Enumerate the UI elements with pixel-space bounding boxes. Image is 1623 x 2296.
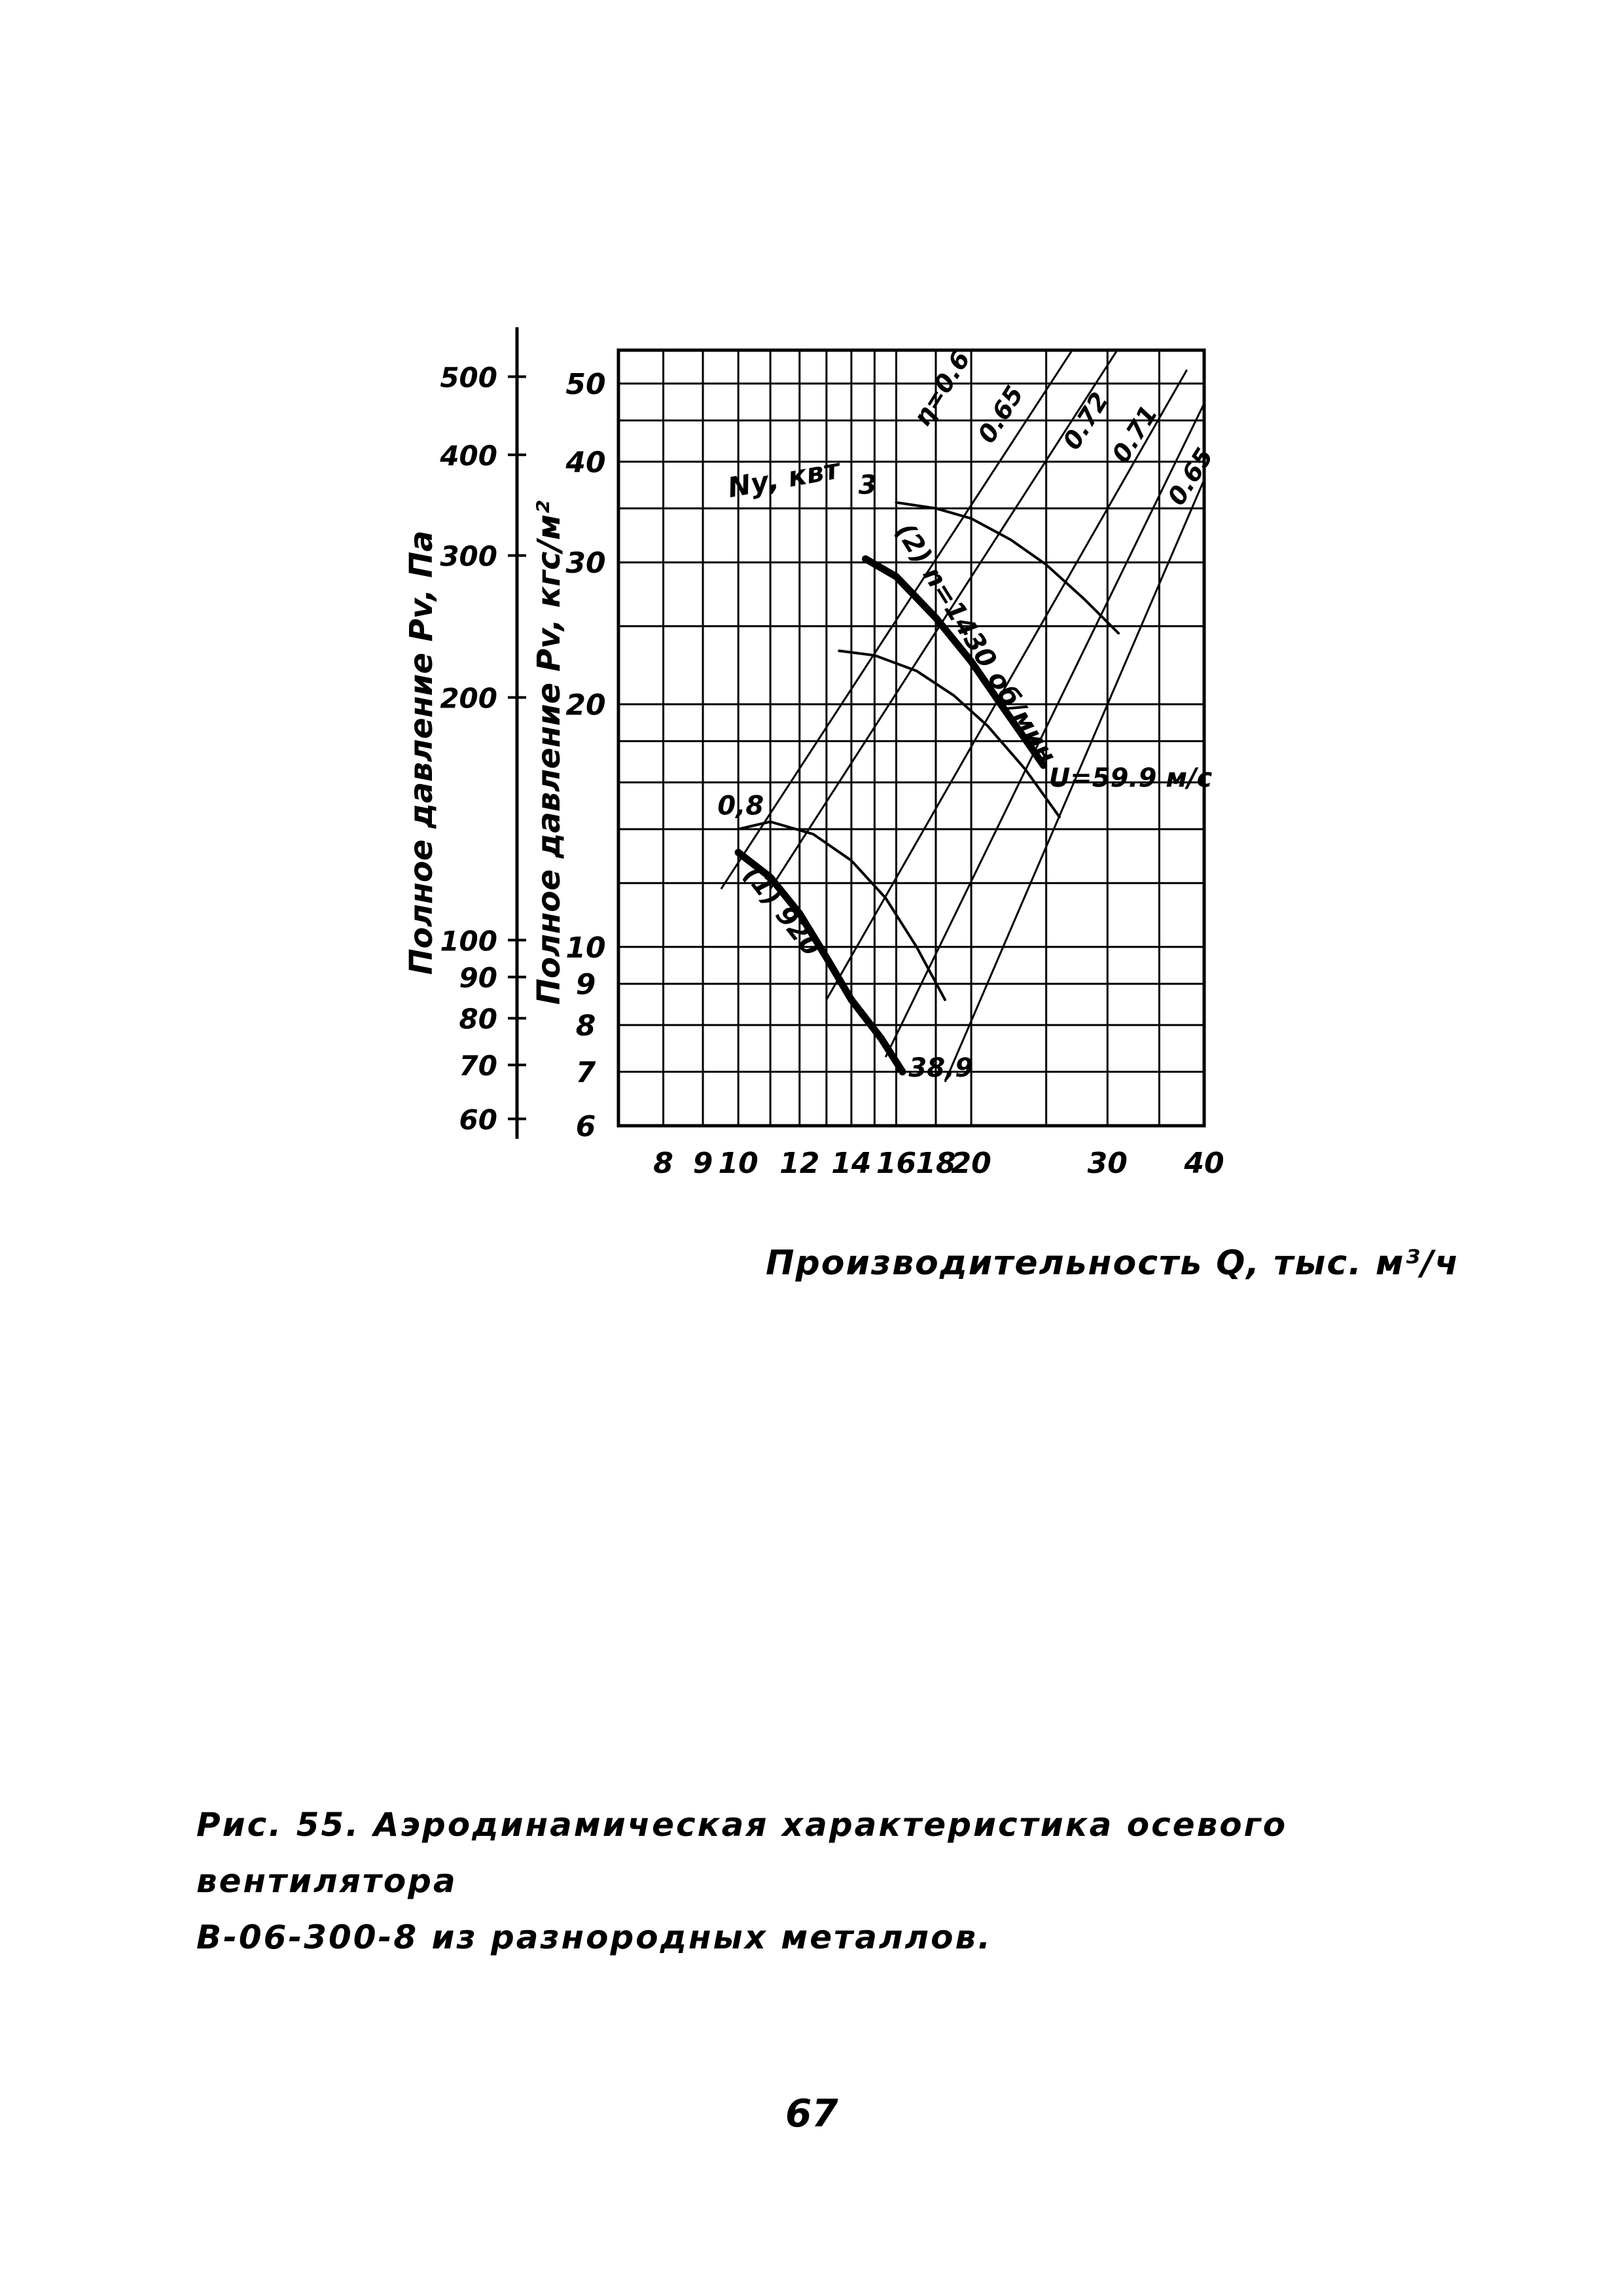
caption-line-2: В-06-300-8 из разнородных металлов. — [196, 1918, 993, 1956]
x-tick-label: 10 — [718, 1147, 758, 1180]
x-tick-label: 8 — [653, 1147, 673, 1180]
x-tick-label: 18 — [916, 1147, 956, 1180]
series-label: (1) 920 — [738, 860, 827, 962]
chart-annotation: U=59.9 м/с — [1048, 763, 1213, 794]
y-tick-label-pa: 300 — [440, 540, 497, 573]
y-tick-label-kgf: 7 — [575, 1056, 596, 1090]
y-tick-label-kgf: 10 — [565, 931, 606, 965]
chart-annotation: 3 — [858, 470, 877, 501]
x-tick-label: 40 — [1184, 1147, 1224, 1180]
y-tick-label-pa: 70 — [459, 1050, 497, 1083]
y-axis-title-pa: Полное давление Pv, Па — [403, 530, 440, 975]
efficiency-label: 0.65 — [1162, 442, 1219, 511]
power-axis-label: Nу, квт — [725, 452, 842, 504]
chart-annotation: 0,8 — [717, 791, 764, 821]
efficiency-label: η=0.6 — [907, 345, 976, 431]
caption-line-1: Рис. 55. Аэродинамическая характеристика осевого вентилятора — [196, 1806, 1288, 1900]
y-tick-label-pa: 80 — [459, 1003, 497, 1035]
y-tick-label-pa: 400 — [440, 439, 497, 472]
axes — [508, 327, 1204, 1139]
x-tick-label: 9 — [692, 1147, 713, 1180]
y-tick-label-pa: 500 — [440, 361, 497, 394]
y-tick-label-kgf: 8 — [575, 1009, 596, 1043]
x-tick-label: 30 — [1087, 1147, 1128, 1180]
labels — [403, 346, 1224, 1180]
y-axis-title-kgf: Полное давление Pv, кгс/м² — [531, 500, 567, 1005]
y-tick-label-kgf: 20 — [565, 689, 606, 723]
y-tick-label-pa: 90 — [459, 961, 497, 994]
y-tick-label-pa: 60 — [459, 1103, 497, 1136]
page-number: 67 — [785, 2091, 838, 2136]
efficiency-line — [721, 332, 1084, 889]
figure-caption — [196, 1797, 1472, 1965]
y-tick-label-kgf: 9 — [575, 968, 596, 1002]
chart-annotation: 38,9 — [908, 1053, 974, 1084]
efficiency-label: 0.65 — [972, 380, 1029, 448]
x-tick-label: 20 — [951, 1147, 991, 1180]
plot-frame — [618, 350, 1204, 1126]
y-tick-label-pa: 200 — [440, 682, 497, 715]
y-tick-label-kgf: 40 — [565, 446, 606, 480]
y-tick-label-kgf: 6 — [575, 1110, 596, 1143]
series-label: (2) n=1430 об/мин — [889, 518, 1062, 770]
y-tick-label-pa: 100 — [440, 925, 497, 958]
x-tick-label: 14 — [831, 1147, 872, 1180]
x-axis-label: Производительность Q, тыс. м³/ч — [766, 1244, 1460, 1283]
y-tick-label-kgf: 50 — [565, 367, 606, 401]
grid — [618, 350, 1204, 1126]
efficiency-label: 0.72 — [1057, 387, 1115, 455]
efficiency-label: 0.71 — [1106, 400, 1164, 468]
y-tick-label-kgf: 30 — [565, 547, 606, 581]
x-tick-label: 12 — [779, 1147, 820, 1180]
efficiency-line — [945, 405, 1236, 1082]
x-tick-label: 16 — [876, 1147, 917, 1180]
